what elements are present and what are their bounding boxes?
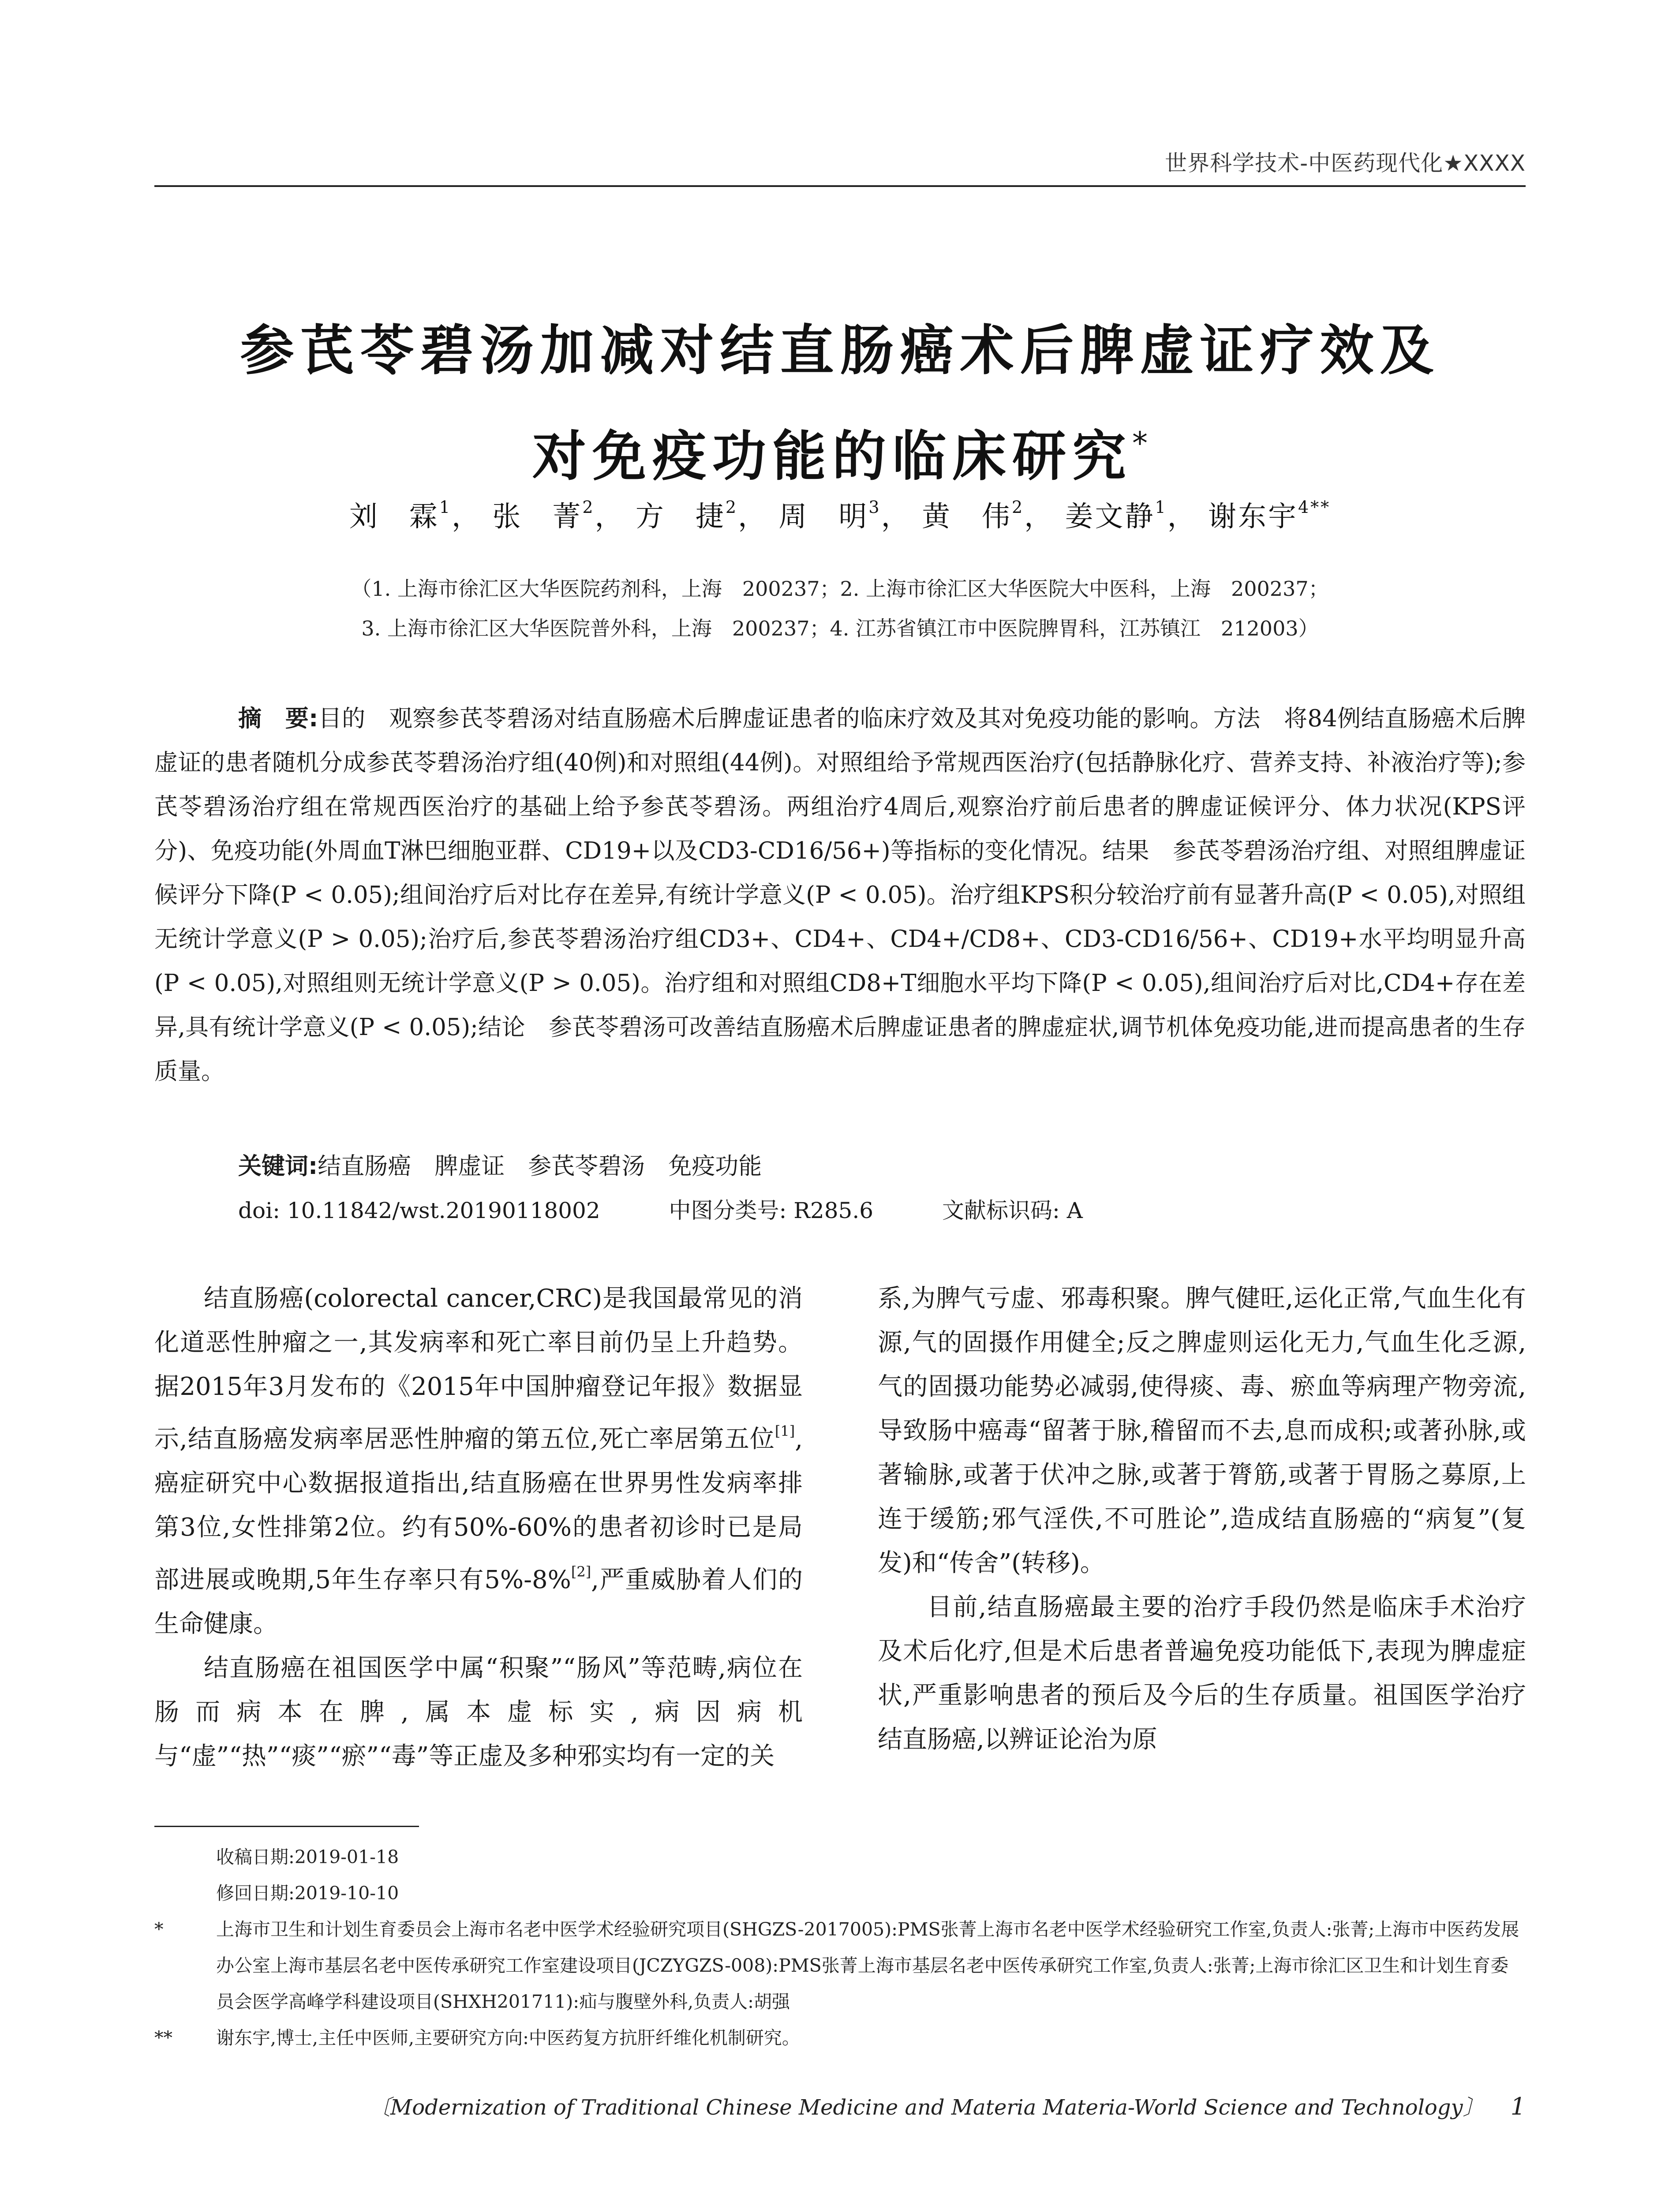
doi: doi: 10.11842/wst.20190118002 (238, 1198, 600, 1223)
author-name: 周 明 (778, 501, 869, 533)
keywords-label: 关键词: (238, 1153, 318, 1180)
author-affil-mark: 3 (868, 497, 881, 517)
corresponding-mark: ** (154, 2027, 172, 2048)
citation-ref[interactable]: [1] (775, 1423, 795, 1439)
author (635, 497, 738, 533)
corresponding-text: 谢东宇,博士,主任中医师,主要研究方向:中医药复方抗肝纤维化机制研究。 (216, 2027, 800, 2048)
body-text: 结直肠癌(colorectal cancer,CRC)是我国最常见的消化道恶性肿瘤之一,其发病率和死亡率目前仍呈上升趋势。据2015年3月发布的《2015年中国肿瘤登记年报》数据显示,结直肠癌发病率居恶性肿瘤的第五位,死亡率居第五位 (154, 1284, 803, 1454)
running-head: 世界科学技术-中医药现代化★XXXX (1165, 150, 1526, 176)
author-name: 张 菁 (492, 501, 583, 533)
article-meta (238, 1188, 1526, 1233)
author-affil-mark: 2 (1011, 497, 1025, 517)
paper-title (154, 304, 1526, 503)
body-paragraph: 结直肠癌在祖国医学中属“积聚”“肠风”等范畴,病位在肠而病本在脾,属本虚标实,病因病机与“虚”“热”“痰”“瘀”“毒”等正虚及多种邪实均有一定的关 (154, 1654, 803, 1771)
abstract-paragraph (154, 697, 1526, 1094)
keywords (238, 1144, 1526, 1188)
footnote-rule (154, 1826, 419, 1827)
revised-date: 修回日期:2019-10-10 (216, 1883, 399, 1904)
author (778, 497, 881, 533)
body-text: ,严重威胁着人们的生命健康。 (154, 1566, 803, 1638)
body-paragraph: 目前,结直肠癌最主要的治疗手段仍然是临床手术治疗及术后化疗,但是术后患者普遍免疫功能低下,表现为脾虚症状,严重影响患者的预后及今后的生存质量。祖国医学治疗结直肠癌,以辨证论治为原 (878, 1593, 1526, 1754)
corresponding-author-note (154, 2020, 1526, 2056)
author-affil-mark: 4** (1298, 497, 1331, 517)
author-affil-mark: 1 (1155, 497, 1167, 517)
author (1065, 497, 1167, 533)
funding-text: 上海市卫生和计划生育委员会上海市名老中医学术经验研究项目(SHGZS-2017005):PMS张菁上海市名老中医学术经验研究工作室,负责人:张菁;上海市中医药发展办公室上海市基层名老中医传承研究工作室建设项目(JCZYGZS-008):PMS张菁上海市基层名老中医传承研究工作室,负责人:张菁;上海市徐汇区卫生和计划生育委员会医学高峰学科建设项目(SHXH201711):疝与腹壁外科,负责人:胡强 (216, 1919, 1519, 2012)
author-affil-mark: 2 (725, 497, 738, 517)
footnotes (154, 1839, 1526, 2056)
funding-note (154, 1911, 1526, 2020)
author-name: 方 捷 (635, 501, 726, 533)
body-paragraph: 系,为脾气亏虚、邪毒积聚。脾气健旺,运化正常,气血生化有源,气的固摄作用健全;反之脾虚则运化无力,气血生化乏源,气的固摄功能势必减弱,使得痰、毒、瘀血等病理产物旁流,导致肠中癌毒“留著于脉,稽留而不去,息而成积;或著孙脉,或著输脉,或著于伏冲之脉,或著于膂筋,或著于胃肠之募原,上连于缓筋;邪气淫佚,不可胜论”,造成结直肠癌的“病复”(复发)和“传舍”(转移)。 (878, 1284, 1526, 1577)
author-name: 姜文静 (1065, 501, 1155, 533)
page-footer (154, 2090, 1526, 2121)
body-paragraph (154, 1277, 803, 1646)
keywords-text: 结直肠癌 脾虚证 参芪苓碧汤 免疫功能 (318, 1153, 762, 1180)
funding-mark: * (154, 1919, 164, 1940)
body-column-left (154, 1277, 803, 1779)
body-text: ,癌症研究中心数据报道指出,结直肠癌在世界男性发病率排第3位,女性排第2位。约有50%-60%的患者初诊时已是局部进展或晚期,5年生存率只有5%-8% (154, 1425, 803, 1594)
abstract (154, 697, 1526, 1094)
author (492, 497, 595, 533)
author-affil-mark: 1 (439, 497, 452, 517)
affiliations (154, 569, 1526, 648)
author-affil-mark: 2 (582, 497, 595, 517)
document-code: 文献标识码: A (942, 1198, 1083, 1223)
author (1208, 497, 1331, 533)
author-name: 黄 伟 (921, 501, 1012, 533)
author (921, 497, 1025, 533)
affiliation-line-2: 3. 上海市徐汇区大华医院普外科，上海 200237；4. 江苏省镇江市中医院脾胃科，江苏镇江 212003） (361, 617, 1319, 640)
abstract-text: 目的 观察参芪苓碧汤对结直肠癌术后脾虚证患者的临床疗效及其对免疫功能的影响。方法 将84例结直肠癌术后脾虚证的患者随机分成参芪苓碧汤治疗组(40例)和对照组(44例)。对照组给予常规西医治疗(包括静脉化疗、营养支持、补液治疗等);参芪苓碧汤治疗组在常规西医治疗的基础上给予参芪苓碧汤。两组治疗4周后,观察治疗前后患者的脾虚证候评分、体力状况(KPS评分)、免疫功能(外周血T淋巴细胞亚群、CD19+以及CD3-CD16/56+)等指标的变化情况。结果 参芪苓碧汤治疗组、对照组脾虚证候评分下降(P < 0.05);组间治疗后对比存在差异,有统计学意义(P < 0.05)。治疗组KPS积分较治疗前有显著升高(P < 0.05),对照组无统计学意义(P > 0.05);治疗后,参芪苓碧汤治疗组CD3+、CD4+、CD4+/CD8+、CD3-CD16/56+、CD19+水平均明显升高(P < 0.05),对照组则无统计学意义(P > 0.05)。治疗组和对照组CD8+T细胞水平均下降(P < 0.05),组间治疗后对比,CD4+存在差异,具有统计学意义(P < 0.05);结论 参芪苓碧汤可改善结直肠癌术后脾虚证患者的脾虚症状,调节机体免疫功能,进而提高患者的生存质量。 (154, 705, 1526, 1085)
author-name: 刘 霖 (349, 501, 439, 533)
header-rule (154, 185, 1526, 187)
citation-ref[interactable]: [2] (571, 1563, 591, 1580)
title-line-2-text: 对免疫功能的临床研究 (532, 425, 1132, 488)
received-date: 收稿日期:2019-01-18 (216, 1846, 399, 1868)
author-list: 刘 霖$^1$， 张 菁$^2$， 方 捷$^2$， 周 明$^3$， 黄 伟$^2$， 姜文静$^1$， 谢东宇$^{4**}$ (349, 497, 1331, 533)
title-line-2 (154, 397, 1526, 503)
author-name: 谢东宇 (1208, 501, 1298, 533)
affiliation-line-1: （1. 上海市徐汇区大华医院药剂科，上海 200237；2. 上海市徐汇区大华医院大中医科，上海 200237； (351, 577, 1329, 601)
journal-name: 〔Modernization of Traditional Chinese Medicine and Materia Materia-World Science and Technology〕 (369, 2095, 1484, 2120)
page-number: 1 (1510, 2093, 1526, 2120)
clc-number: 中图分类号: R285.6 (669, 1198, 874, 1223)
author (349, 497, 452, 533)
title-fund-mark: * (1132, 425, 1148, 461)
title-line-1: 参芪苓碧汤加减对结直肠癌术后脾虚证疗效及 (240, 319, 1440, 382)
body-column-right (878, 1277, 1526, 1762)
abstract-label: 摘 要: (238, 705, 318, 732)
